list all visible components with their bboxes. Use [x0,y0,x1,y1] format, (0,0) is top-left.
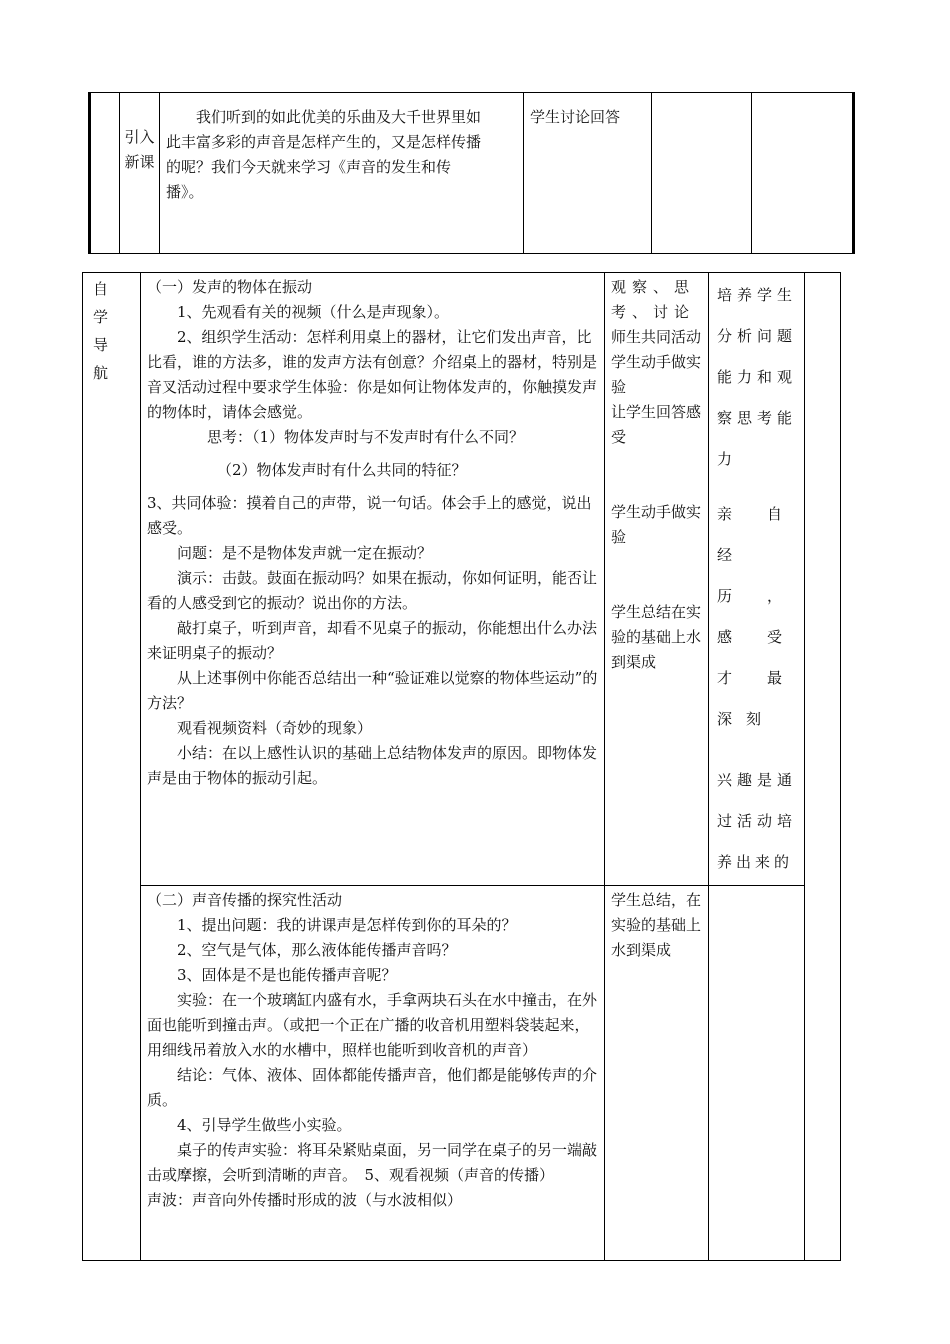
section2-line: 2、空气是气体，那么液体能传播声音吗？ [177,941,457,959]
section1-goals-cell [709,273,805,886]
intro-content-cell [160,93,524,254]
intro-empty-cell [652,93,752,254]
section1-line: 从上述事例中你能否总结出一种“验证难以觉察的物体些运动”的方法？ [147,669,598,712]
goal-text: 亲自经历，感受才最深刻 [717,505,796,728]
section1-line: 思考：（1）物体发声时与不发声时有什么不同？ [207,428,525,446]
intro-line: 播》。 [166,183,204,201]
section1-line: 1、先观看有关的视频（什么是声现象）。 [177,303,450,321]
self-study-label: 自学导航 [93,280,119,382]
student-activity: 学生总结，在实验的基础上水到渠成 [611,891,702,959]
intro-table [88,92,855,254]
intro-label-cell [120,93,160,254]
section2-student-activity-cell [605,886,709,1261]
student-activity: 观察、思考、讨论 [611,278,696,321]
section1-line: 观看视频资料（奇妙的现象） [177,719,373,737]
section2-line: 声波：声音向外传播时形成的波（与水波相似） [147,1191,463,1209]
section1-line: 3、共同体验：摸着自己的声带，说一句话。体会手上的感觉，说出感受。 [147,494,592,537]
student-activity: 学生动手做实验 [611,353,702,396]
section1-line: （2）物体发声时有什么共同的特征？ [217,461,467,479]
student-activity: 让学生回答感受 [611,403,702,446]
section1-row [83,273,841,886]
section1-line: 敲打桌子，听到声音，却看不见桌子的振动，你能想出什么办法来证明桌子的振动？ [147,619,598,662]
intro-student-activity-cell [524,93,652,254]
section2-content-cell [141,886,605,1261]
student-activity: 学生动手做实验 [611,503,702,546]
empty-column-cell [805,273,841,1261]
self-study-table [82,272,841,1261]
section2-line: 1、提出问题：我的讲课声是怎样传到你的耳朵的？ [177,916,517,934]
intro-label: 引入新课 [124,128,155,171]
section2-line: 4、引导学生做些小实验。 [177,1116,352,1134]
intro-line: 此丰富多彩的声音是怎样产生的，又是怎样传播 [166,133,482,151]
section2-line: 实验：在一个玻璃缸内盛有水，手拿两块石头在水中撞击，在外面也能听到撞击声。（或把一个正在广播的收音机用塑料袋装起来，用细线吊着放入水的水槽中，照样也能听到收音机的声音） [147,991,598,1059]
intro-line: 我们听到的如此优美的乐曲及大千世界里如 [196,108,482,126]
section1-student-activity-cell [605,273,709,886]
section2-heading: （二）声音传播的探究性活动 [147,891,343,909]
section2-goals-cell [709,886,805,1261]
section1-heading: （一）发声的物体在振动 [147,278,313,296]
section1-line: 问题：是不是物体发声就一定在振动？ [177,544,433,562]
intro-empty-cell [752,93,854,254]
student-activity: 师生共同活动 [611,328,702,346]
intro-row [90,93,854,254]
section2-row [83,886,841,1261]
section2-line: 结论：气体、液体、固体都能传播声音，他们都是能够传声的介质。 [147,1066,598,1109]
intro-student-activity: 学生讨论回答 [530,108,621,126]
section1-line: 演示：击鼓。鼓面在振动吗？如果在振动，你如何证明，能否让看的人感受到它的振动？说出你的方法。 [147,569,598,612]
goal-text: 培养学生分析问题能力和观察思考能力 [717,286,796,468]
section2-line: 3、固体是不是也能传播声音呢？ [177,966,397,984]
section1-line: 2、组织学生活动：怎样利用桌上的器材，让它们发出声音，比比看，谁的方法多，谁的发声方法有创意？介绍桌上的器材，特别是音叉活动过程中要求学生体验：你是如何让物体发声的，你触摸发声的物体时，请体会感觉。 [147,328,598,421]
self-study-label-cell [83,273,141,1261]
section2-line: 桌子的传声实验：将耳朵紧贴桌面，另一同学在桌子的另一端敲击或摩擦，会听到清晰的声音。 5、观看视频（声音的传播） [147,1141,598,1184]
goal-text: 兴趣是通过活动培养出来的 [717,771,796,871]
intro-line: 的呢？我们今天就来学习《声音的发生和传 [166,158,452,176]
section1-content-cell [141,273,605,886]
section1-line: 小结：在以上感性认识的基础上总结物体发声的原因。即物体发声是由于物体的振动引起。 [147,744,598,787]
student-activity: 学生总结在实验的基础上水到渠成 [611,603,702,671]
intro-empty-cell [90,93,120,254]
